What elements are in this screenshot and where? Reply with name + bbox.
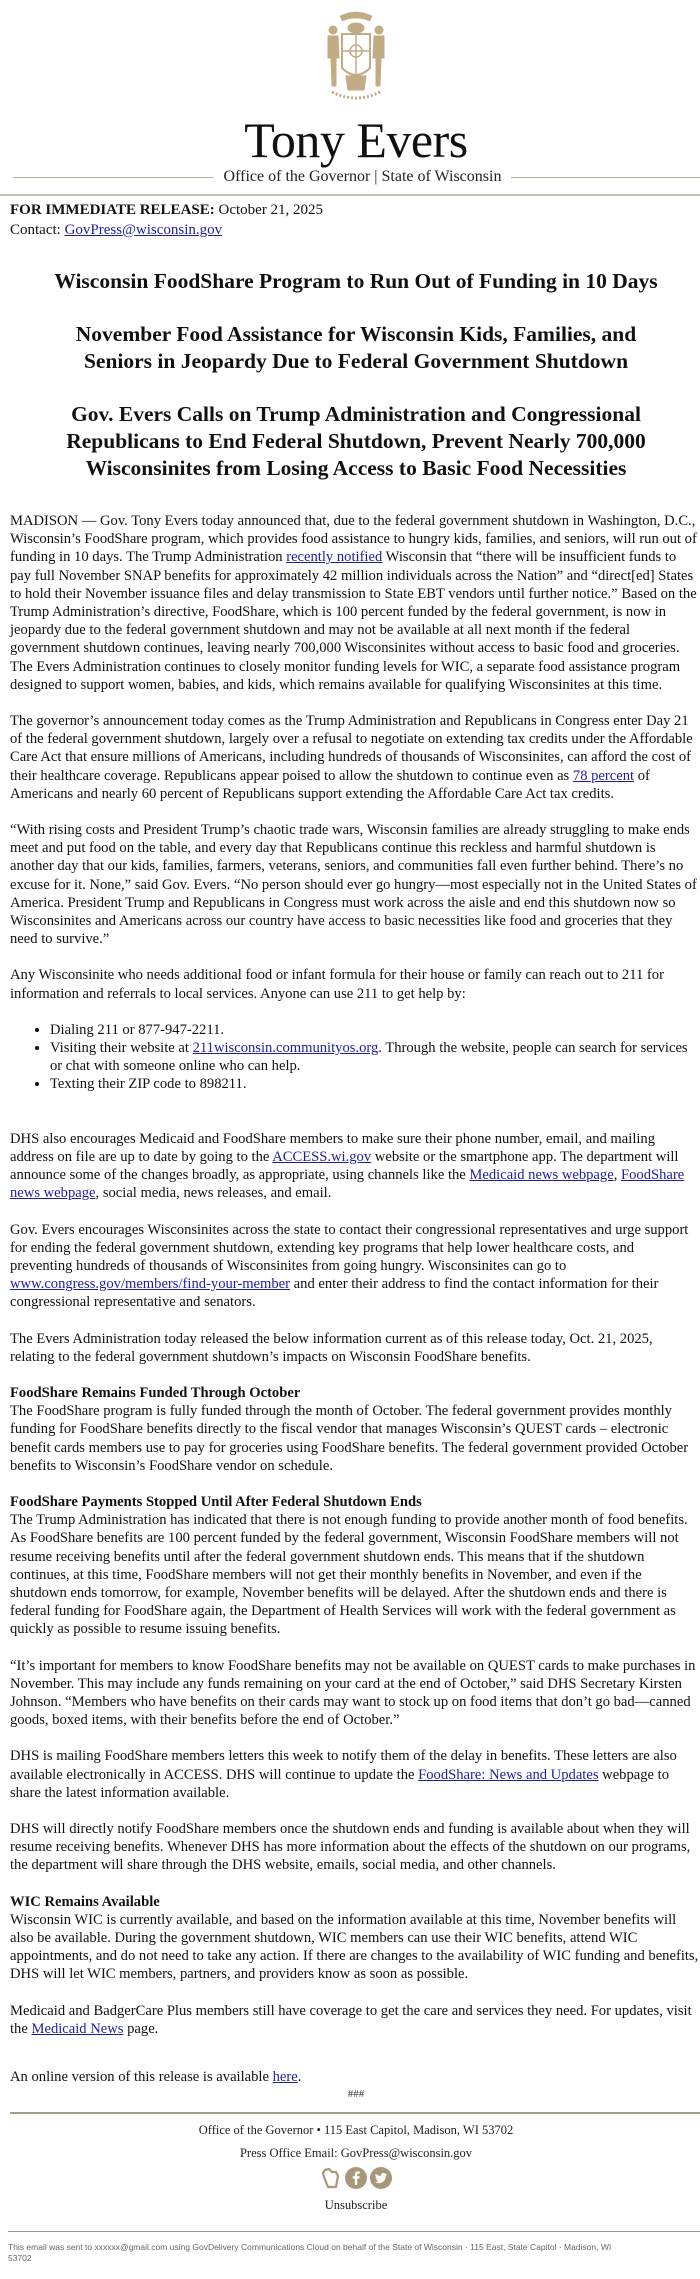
medicaid-news-webpage-link[interactable]: Medicaid news webpage [469, 1167, 614, 1184]
masthead [0, 0, 700, 196]
access-wi-gov-link[interactable]: ACCESS.wi.gov [272, 1148, 372, 1165]
foodshare-news-updates-link[interactable]: FoodShare: News and Updates [418, 1766, 599, 1783]
headline-sub-2: Gov. Evers Calls on Trump Administration and Congressional Republicans to End Federal Shutdown, Prevent Nearly 700,000 Wisconsinites from Losing Access to Basic Food Necessities [66, 402, 646, 480]
paragraph-dhs-access: DHS also encourages Medicaid and FoodShare members to make sure their phone number, email, and mailing address on file are up to date by going to the ACCESS.wi.gov website or the smartphone app. The department will announce some of the changes broadly, as appropriate, using channels like the Medicaid news webpage, FoodShare news webpage, social media, news releases, and email. [10, 1130, 685, 1202]
medicaid-news-link[interactable]: Medicaid News [31, 2020, 124, 2037]
paragraph-dhs-notify: DHS will directly notify FoodShare members once the shutdown ends and funding is available about when they will resume receiving benefits. Whenever DHS has more information about the effects of the shutdown on our programs, the department will share through the DHS website, emails, social media, and other channels. [10, 1820, 691, 1874]
online-version-link[interactable]: here [272, 2069, 298, 2086]
footer-address: Office of the Governor • 115 East Capitol, Madison, WI 53702 [198, 2123, 514, 2138]
section-payments-stopped: FoodShare Payments Stopped Until After Federal Shutdown Ends The Trump Administration has indicated that there is not enough funding to provide another month of food benefits. As FoodShare benefits are 100 percent funded by the federal government, Wisconsin FoodShare members will not resume receiving benefits until after the federal government shutdown ends. This means that if the shutdown continues, at this time, FoodShare members will not get their monthly benefits in November, and even if the shutdown ends tomorrow, for example, November benefits will be delayed. After the shutdown ends and there is federal funding for FoodShare again, the Department of Health Services will work with the federal government as quickly as possible to resume issuing benefits. [10, 1493, 688, 1638]
section-heading: FoodShare Remains Funded Through October [10, 1384, 301, 1401]
wisconsin-state-icon[interactable] [320, 2167, 342, 2189]
headline-main: Wisconsin FoodShare Program to Run Out of Funding in 10 Days [54, 269, 658, 293]
headline-sub-1: November Food Assistance for Wisconsin Kids, Families, and Seniors in Jeopardy Due to Federal Government Shutdown [75, 322, 637, 373]
paragraph-secretary-quote: “It’s important for members to know FoodShare benefits may not be available on QUEST cards to make purchases in November. This may include any funds remaining on your card at the end of October,” said DHS Secretary Kirsten Johnson. “Members who have benefits on their cards may want to stock up on food items that don’t go bad—canned goods, boxed items, with their benefits before the end of October.” [10, 1657, 696, 1729]
211-help-list [10, 1021, 700, 1094]
release-line [10, 200, 700, 220]
paragraph-medicaid: Medicaid and BadgerCare Plus members still have coverage to get the care and services they need. For updates, visit the Medicaid News page. [10, 2002, 692, 2037]
social-icons [0, 2167, 700, 2189]
section-heading: FoodShare Payments Stopped Until After Federal Shutdown Ends [10, 1493, 422, 1510]
section-wic-available: WIC Remains Available Wisconsin WIC is currently available, and based on the information available at this time, November benefits will also be available. During the government shutdown, WIC members can use their WIC benefits, attend WIC appointments, and do not need to take any action. If there are changes to the availability of WIC funding and benefits, DHS will let WIC members, partners, and providers know as soon as possible. [10, 1893, 699, 1983]
section-funded-october: FoodShare Remains Funded Through October The FoodShare program is fully funded through the month of October. The federal government provides monthly funding for FoodShare benefits directly to the fiscal vendor that manages Wisconsin’s QUEST cards – electronic benefit cards members use to pay for groceries using FoodShare benefits. The federal government provided October benefits to Wisconsin’s FoodShare vendor on schedule. [10, 1384, 689, 1474]
211wisconsin-link[interactable]: 211wisconsin.communityos.org [192, 1040, 379, 1057]
release-meta [0, 196, 700, 240]
footer-divider [10, 2112, 700, 2114]
end-mark: ### [347, 2088, 365, 2101]
release-date: October 21, 2025 [218, 202, 324, 218]
footer [0, 2122, 700, 2213]
paragraph-211-intro: Any Wisconsinite who needs additional food or infant formula for their house or family can reach out to 211 for information and referrals to local services. Anyone can use 211 to get help by: [10, 967, 664, 1002]
foodshare-news-webpage-link[interactable]: FoodShare news webpage [10, 1167, 685, 1202]
list-item: • Dialing 211 or 877-947-2211. [50, 1021, 700, 1039]
state-seal-icon [320, 8, 392, 120]
paragraph-online-version: An online version of this release is available here. [10, 2069, 302, 2086]
paragraph-info-current: The Evers Administration today released the below information current as of this release today, Oct. 21, 2025, relating to the federal government shutdown’s impacts on Wisconsin FoodShare benefits. [10, 1330, 653, 1365]
release-label: FOR IMMEDIATE RELEASE: [10, 202, 215, 218]
header-rule-left [13, 177, 214, 178]
unsubscribe-link[interactable]: Unsubscribe [324, 2198, 388, 2213]
list-item: • Texting their ZIP code to 898211. [50, 1075, 700, 1093]
release-body [0, 512, 700, 2086]
twitter-icon[interactable] [370, 2167, 392, 2189]
recently-notified-link[interactable]: recently notified [286, 549, 383, 566]
legal-notice: This email was sent to xxxxxx@gmail.com using GovDelivery Communications Cloud on behalf of the State of Wisconsin · 115 East, State Capitol · Madison, WI 53702 [8, 2242, 612, 2264]
list-item: • Visiting their website at 211wisconsin.communityos.org. Through the website, people can search for services or chat with someone online who can help. [50, 1039, 700, 1075]
office-subtitle: Office of the Governor | State of Wisconsin [223, 168, 502, 185]
78-percent-link[interactable]: 78 percent [572, 767, 635, 784]
find-your-member-link[interactable]: www.congress.gov/members/find-your-member [10, 1276, 291, 1293]
header-rule-right [511, 177, 700, 178]
contact-email-link[interactable]: GovPress@wisconsin.gov [64, 222, 223, 238]
facebook-icon[interactable] [345, 2167, 367, 2189]
governor-name: Tony Evers [244, 112, 468, 168]
paragraph-contact-congress: Gov. Evers encourages Wisconsinites across the state to contact their congressional representatives and urge support for ending the federal government shutdown, extending key programs that help lower healthcare costs, and preventing hundreds of thousands of Wisconsinites from going hungry. Wisconsinites can go to www.congress.gov/members/find-your-member and enter their address to find the contact information for their congressional representative and senators. [10, 1221, 689, 1311]
contact-line [10, 220, 700, 240]
paragraph-context: The governor’s announcement today comes as the Trump Administration and Republicans in Congress enter Day 21 of the federal government shutdown, largely over a refusal to negotiate on extending tax credits under the Affordable Care Act that ensure millions of Americans, including hundreds of thousands of Wisconsinites, can afford the cost of their healthcare coverage. Republicans appear poised to allow the shutdown to continue even as 78 percent of Americans and nearly 60 percent of Republicans support extending the Affordable Care Act tax credits. [10, 713, 693, 802]
contact-label: Contact: [10, 222, 61, 238]
paragraph-dhs-letters: DHS is mailing FoodShare members letters this week to notify them of the delay in benefits. These letters are also available electronically in ACCESS. DHS will continue to update the FoodShare: News and Updates webpage to share the latest information available. [10, 1748, 677, 1801]
paragraph-intro: MADISON — Gov. Tony Evers today announced that, due to the federal government shutdown in Washington, D.C., Wisconsin’s FoodShare program, which provides food assistance to hungry kids, families, and seniors, will run out of funding in 10 days. The Trump Administration recently notified Wisconsin that “there will be insufficient funds to pay full November SNAP benefits for approximately 42 million individuals across the Nation” and “direct[ed] States to hold their November issuance files and delay transmission to State EBT vendors until further notice.” Based on the Trump Administration’s directive, FoodShare, which is 100 percent funded by the federal government, is now in jeopardy due to the federal government shutdown and may not be available at all next month if the federal government shutdown continues, leaving nearly 700,000 Wisconsinites without access to basic food and groceries. The Evers Administration continues to closely monitor funding levels for WIC, a separate food assistance program designed to support women, babies, and kids, which remains available for qualifying Wisconsinites at this time. [10, 513, 697, 693]
section-heading: WIC Remains Available [10, 1893, 160, 1910]
paragraph-governor-quote: “With rising costs and President Trump’s chaotic trade wars, Wisconsin families are already struggling to make ends meet and put food on the table, and every day that Republicans continue this reckless and harmful shutdown is another day that our kids, families, farmers, veterans, seniors, and communities fall even further behind. There’s no excuse for it. None,” said Gov. Evers. “No person should ever go hungry—most especially not in the United States of America. President Trump and Republicans in Congress must work across the aisle and end this shutdown now so Wisconsinites and Americans across our country have access to basic necessities like food and groceries that they need to survive.” [10, 822, 697, 948]
footer-press-email: Press Office Email: GovPress@wisconsin.gov [239, 2146, 473, 2161]
